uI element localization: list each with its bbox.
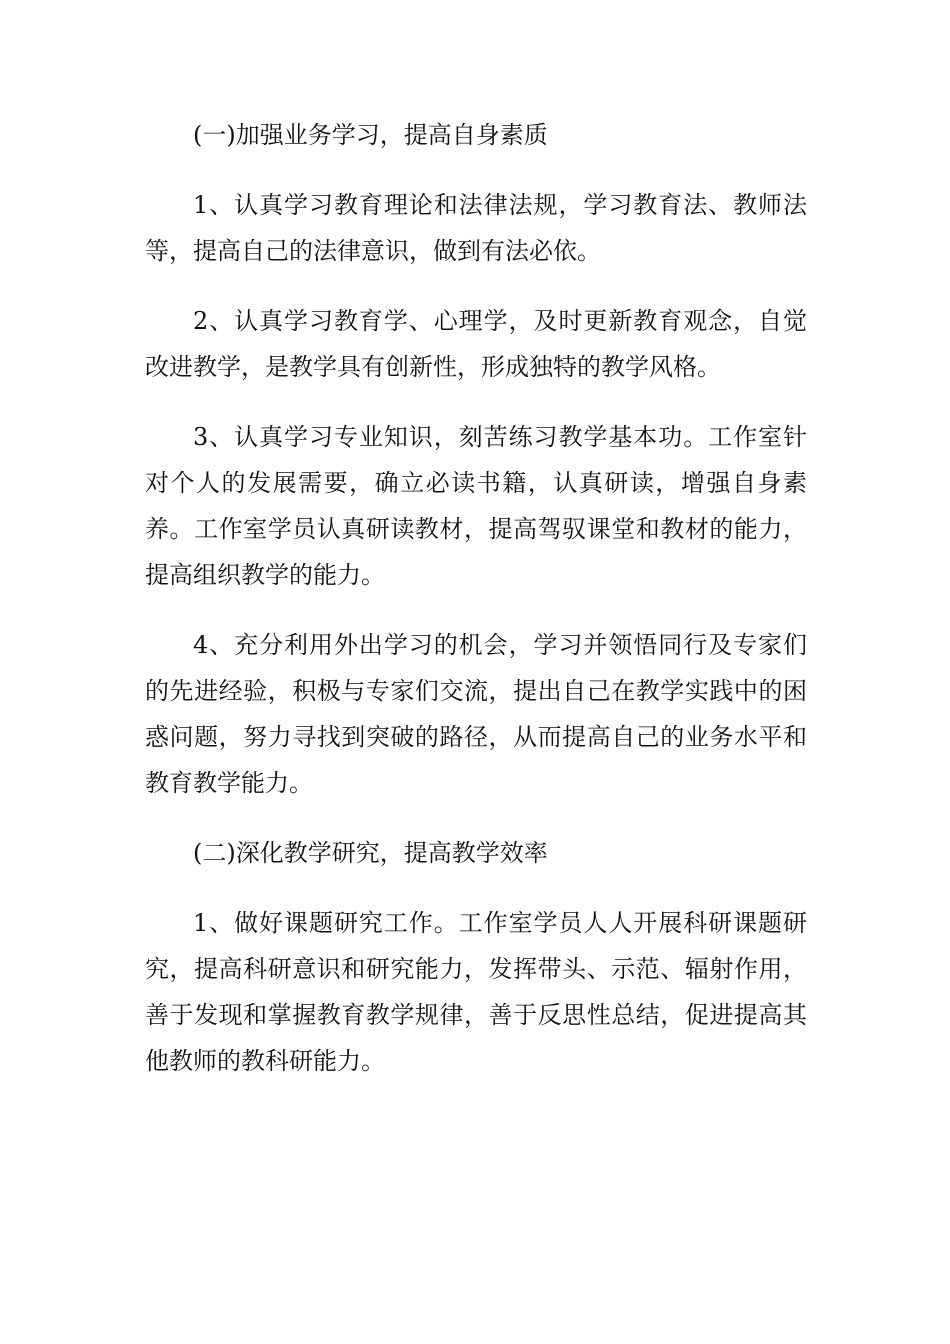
paragraph-1-1: 1、认真学习教育理论和法律法规，学习教育法、教师法等，提高自己的法律意识，做到有法必依。 xyxy=(145,191,807,265)
section-heading-1: (一)加强业务学习，提高自身素质 xyxy=(193,121,548,149)
section-heading-2: (二)深化教学研究，提高教学效率 xyxy=(193,839,548,867)
document-body xyxy=(145,112,807,1108)
paragraph-2-1: 1、做好课题研究工作。工作室学员人人开展科研课题研究，提高科研意识和研究能力，发挥带头、示范、辐射作用，善于发现和掌握教育教学规律，善于反思性总结，促进提高其他教师的教科研能力。 xyxy=(145,909,807,1075)
paragraph-1-3: 3、认真学习专业知识，刻苦练习教学基本功。工作室针对个人的发展需要，确立必读书籍，认真研读，增强自身素养。工作室学员认真研读教材，提高驾驭课堂和教材的能力，提高组织教学的能力。 xyxy=(145,423,807,589)
paragraph-1-4: 4、充分利用外出学习的机会，学习并领悟同行及专家们的先进经验，积极与专家们交流，提出自己在教学实践中的困惑问题，努力寻找到突破的路径，从而提高自己的业务水平和教育教学能力。 xyxy=(145,631,807,797)
paragraph-1-2: 2、认真学习教育学、心理学，及时更新教育观念，自觉改进教学，是教学具有创新性，形成独特的教学风格。 xyxy=(145,307,807,381)
